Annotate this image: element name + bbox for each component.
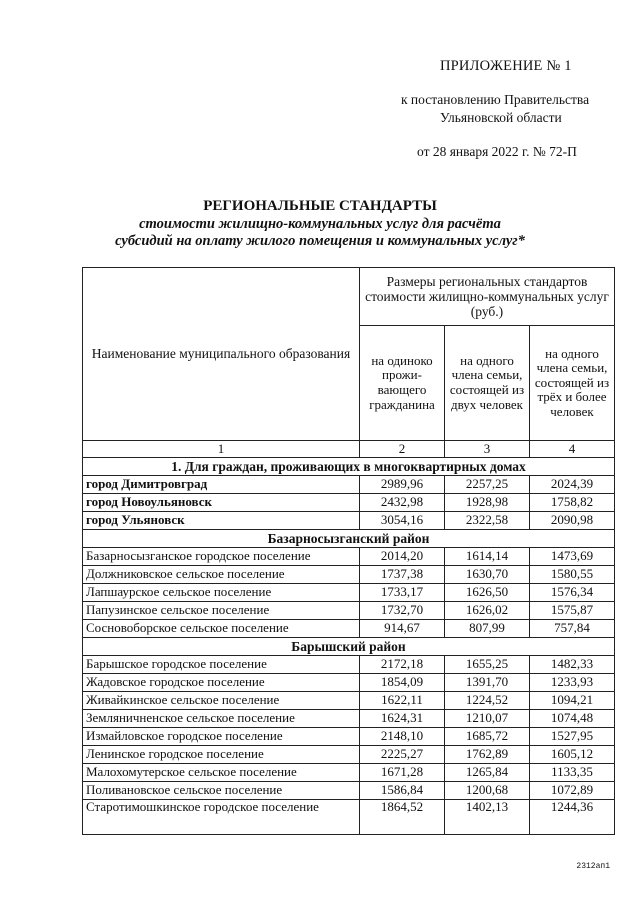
column-group-header-standards: Размеры региональных стандартов стоимости жилищно-коммунальных услуг (руб.)	[360, 268, 615, 326]
column-number: 4	[530, 441, 615, 458]
value-two: 1391,70	[445, 674, 530, 692]
value-three-plus: 1072,89	[530, 782, 615, 800]
value-two: 1210,07	[445, 710, 530, 728]
table-row	[83, 656, 615, 674]
standards-table	[82, 267, 615, 835]
value-single: 2172,18	[360, 656, 445, 674]
value-two: 1402,13	[445, 800, 530, 835]
district-title: Барышский район	[83, 638, 615, 656]
decree-date-number: от 28 января 2022 г. № 72-П	[417, 144, 577, 159]
value-two: 1224,52	[445, 692, 530, 710]
value-two: 1762,89	[445, 746, 530, 764]
settlement-name: Ленинское городское поселение	[83, 746, 360, 764]
settlement-name: Малохомутерское сельское поселение	[83, 764, 360, 782]
value-three-plus: 1094,21	[530, 692, 615, 710]
value-single: 2014,20	[360, 548, 445, 566]
value-single: 2432,98	[360, 494, 445, 512]
value-three-plus: 1473,69	[530, 548, 615, 566]
value-three-plus: 1527,95	[530, 728, 615, 746]
column-header-three-plus-family: на одного члена семьи, состоящей из трёх и более человек	[530, 326, 615, 441]
value-two: 2322,58	[445, 512, 530, 530]
value-two: 2257,25	[445, 476, 530, 494]
value-three-plus: 1605,12	[530, 746, 615, 764]
value-two: 1655,25	[445, 656, 530, 674]
district-header-row	[83, 530, 615, 548]
appendix-label: ПРИЛОЖЕНИЕ № 1	[440, 58, 572, 74]
value-single: 1622,11	[360, 692, 445, 710]
value-two: 1265,84	[445, 764, 530, 782]
value-two: 1928,98	[445, 494, 530, 512]
settlement-name: Папузинское сельское поселение	[83, 602, 360, 620]
settlement-name: Старотимошкинское городское поселение	[83, 800, 360, 835]
value-two: 1614,14	[445, 548, 530, 566]
value-two: 807,99	[445, 620, 530, 638]
district-header-row	[83, 638, 615, 656]
settlement-name: Базарносызганское городское поселение	[83, 548, 360, 566]
value-three-plus: 1244,36	[530, 800, 615, 835]
value-single: 914,67	[360, 620, 445, 638]
section-header-row	[83, 458, 615, 476]
table-row	[83, 764, 615, 782]
value-three-plus: 1576,34	[530, 584, 615, 602]
table-row	[83, 728, 615, 746]
value-three-plus: 1482,33	[530, 656, 615, 674]
column-number: 2	[360, 441, 445, 458]
document-subtitle-line2: субсидий на оплату жилого помещения и коммунальных услуг*	[115, 233, 525, 249]
settlement-name: Поливановское сельское поселение	[83, 782, 360, 800]
district-title: Базарносызганский район	[83, 530, 615, 548]
value-single: 3054,16	[360, 512, 445, 530]
column-numbers-row	[83, 441, 615, 458]
value-three-plus: 1575,87	[530, 602, 615, 620]
document-title: РЕГИОНАЛЬНЫЕ СТАНДАРТЫ	[203, 198, 437, 214]
column-header-two-person-family: на одного члена семьи, состоящей из двух человек	[445, 326, 530, 441]
table-row	[83, 566, 615, 584]
table-row	[83, 674, 615, 692]
value-three-plus: 2024,39	[530, 476, 615, 494]
table-row	[83, 602, 615, 620]
value-single: 2989,96	[360, 476, 445, 494]
settlement-name: Земляничненское сельское поселение	[83, 710, 360, 728]
column-number: 3	[445, 441, 530, 458]
table-row	[83, 692, 615, 710]
settlement-name: Должниковское сельское поселение	[83, 566, 360, 584]
decree-reference-line1: к постановлению Правительства	[401, 92, 590, 107]
table-row	[83, 512, 615, 530]
value-three-plus: 2090,98	[530, 512, 615, 530]
value-three-plus: 1133,35	[530, 764, 615, 782]
settlement-name: Живайкинское сельское поселение	[83, 692, 360, 710]
table-row	[83, 548, 615, 566]
document-code: 2312ап1	[576, 862, 610, 871]
table-row	[83, 476, 615, 494]
value-single: 1854,09	[360, 674, 445, 692]
section-title: 1. Для граждан, проживающих в многоквартирных домах	[83, 458, 615, 476]
value-single: 1671,28	[360, 764, 445, 782]
city-name: город Ульяновск	[83, 512, 360, 530]
city-name: город Новоульяновск	[83, 494, 360, 512]
value-three-plus: 1074,48	[530, 710, 615, 728]
value-three-plus: 1233,93	[530, 674, 615, 692]
value-two: 1200,68	[445, 782, 530, 800]
table-row	[83, 620, 615, 638]
value-single: 1586,84	[360, 782, 445, 800]
document-subtitle-line1: стоимости жилищно-коммунальных услуг для расчёта	[139, 216, 501, 232]
value-single: 1733,17	[360, 584, 445, 602]
column-header-single-resident: на одиноко прожи-вающего гражданина	[360, 326, 445, 441]
value-single: 1732,70	[360, 602, 445, 620]
value-three-plus: 1758,82	[530, 494, 615, 512]
value-two: 1630,70	[445, 566, 530, 584]
table-row	[83, 710, 615, 728]
value-two: 1626,02	[445, 602, 530, 620]
table-row	[83, 746, 615, 764]
column-header-municipality: Наименование муниципального образования	[83, 268, 360, 441]
column-number: 1	[83, 441, 360, 458]
table-row	[83, 584, 615, 602]
value-two: 1685,72	[445, 728, 530, 746]
settlement-name: Измайловское городское поселение	[83, 728, 360, 746]
settlement-name: Барышское городское поселение	[83, 656, 360, 674]
value-single: 1864,52	[360, 800, 445, 835]
settlement-name: Жадовское городское поселение	[83, 674, 360, 692]
decree-reference-line2: Ульяновской области	[440, 110, 562, 125]
value-single: 2148,10	[360, 728, 445, 746]
table-row	[83, 800, 615, 835]
settlement-name: Сосновоборское сельское поселение	[83, 620, 360, 638]
table-row	[83, 494, 615, 512]
value-three-plus: 1580,55	[530, 566, 615, 584]
city-name: город Димитровград	[83, 476, 360, 494]
value-single: 1737,38	[360, 566, 445, 584]
value-single: 2225,27	[360, 746, 445, 764]
settlement-name: Лапшаурское сельское поселение	[83, 584, 360, 602]
value-single: 1624,31	[360, 710, 445, 728]
value-two: 1626,50	[445, 584, 530, 602]
value-three-plus: 757,84	[530, 620, 615, 638]
table-row	[83, 782, 615, 800]
